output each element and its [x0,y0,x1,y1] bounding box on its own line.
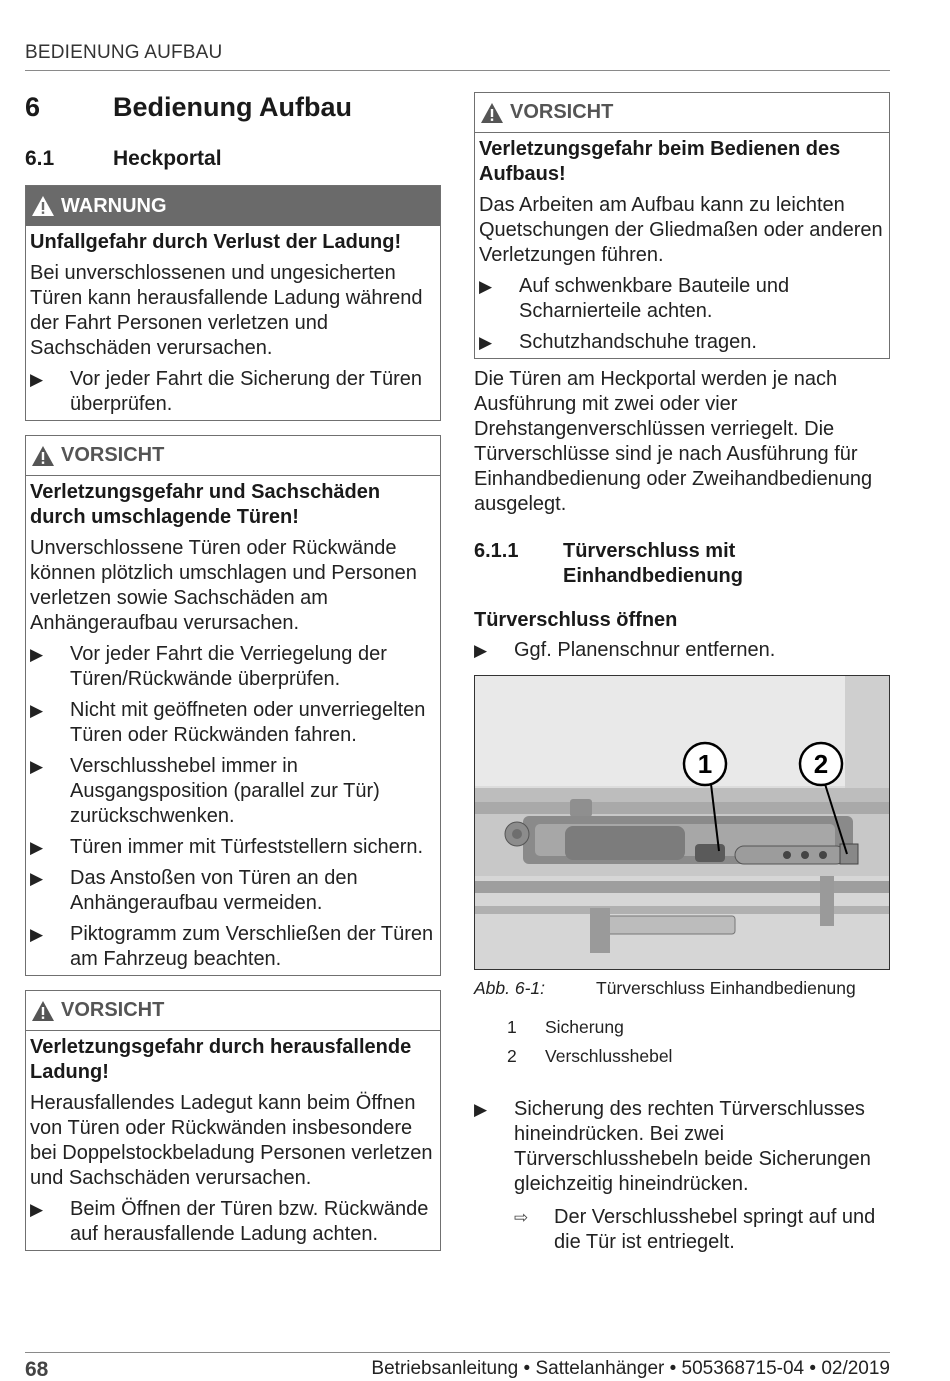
running-header: BEDIENUNG AUFBAU [25,42,223,63]
list-item: ▶ Auf schwenkbare Bauteile und Scharnierteile achten. [479,275,790,322]
triangle-right-icon: ▶ [479,277,493,296]
caution-steps [475,274,889,358]
section-heading [25,147,441,171]
triangle-right-icon: ▶ [479,333,493,352]
caution-body: Herausfallendes Ladegut kann beim Öffnen von Türen oder Rückwänden insbesondere bei Doppelstockbeladung Personen verletzen und Sachschäden verursachen. [30,1092,433,1189]
caution-label: VORSICHT [61,999,165,1021]
door-lock-photo [475,676,890,970]
figure-door-lock [474,675,890,970]
list-item: ▶ Türen immer mit Türfeststellern sichern. [30,836,424,858]
legend-item: 2 Verschlusshebel [507,1046,673,1066]
chapter-heading [25,92,441,123]
caution-label: VORSICHT [510,101,614,123]
hollow-arrow-icon: ⇨ [514,1208,529,1227]
caution-title: Verletzungsgefahr beim Bedienen des Aufbaus! [479,138,841,185]
warning-steps [26,367,440,420]
footer-rule [25,1352,890,1353]
callout-1: 1 [697,749,713,779]
warning-triangle-icon [31,1000,55,1022]
caution-box-operation [474,92,890,359]
warning-title: Unfallgefahr durch Verlust der Ladung! [30,231,402,253]
caution-body: Das Arbeiten am Aufbau kann zu leichten Quetschungen der Gliedmaßen oder anderen Verletzungen führen. [479,194,883,266]
callout-2: 2 [813,749,829,779]
list-item: ▶ Das Anstoßen von Türen an den Anhängeraufbau vermeiden. [30,867,358,914]
caution-title: Verletzungsgefahr durch herausfallende Ladung! [30,1036,412,1083]
header-rule [25,70,890,71]
triangle-right-icon: ▶ [30,1200,44,1219]
subsection-number: 6.1.1 [474,540,519,562]
list-item: ▶ Verschlusshebel immer in Ausgangsposition (parallel zur Tür) zurückschwenken. [30,755,380,827]
section-title: Heckportal [113,147,222,170]
procedure-step: ▶ Ggf. Planenschnur entfernen. [474,639,776,661]
list-item: ▶ Beim Öffnen der Türen bzw. Rückwände auf herausfallende Ladung achten. [30,1198,429,1245]
figure-legend [474,1013,890,1071]
warning-box [25,185,441,421]
list-item: ▶ Nicht mit geöffneten oder unverriegelten Türen oder Rückwänden fahren. [30,699,426,746]
figure-caption-text: Türverschluss Einhandbedienung [596,978,856,998]
caution-header [26,436,440,476]
procedure-result: ⇨ Der Verschlusshebel springt auf und die Tür ist entriegelt. [514,1206,876,1253]
caution-header [26,991,440,1031]
subsection-title: Türverschluss mit Einhandbedienung [563,540,743,587]
triangle-right-icon: ▶ [30,757,44,776]
triangle-right-icon: ▶ [30,370,44,389]
legend-item: 1 Sicherung [507,1017,624,1037]
triangle-right-icon: ▶ [30,869,44,888]
figure-label: Abb. 6-1: [474,978,546,998]
section-number: 6.1 [25,147,55,170]
caution-box-cargo [25,990,441,1251]
warning-triangle-icon [480,102,504,124]
figure-caption [474,978,890,999]
warning-triangle-icon [31,445,55,467]
triangle-right-icon: ▶ [30,645,44,664]
caution-title: Verletzungsgefahr und Sachschäden durch umschlagende Türen! [30,481,381,528]
triangle-right-icon: ▶ [30,838,44,857]
warning-triangle-icon [31,195,55,217]
caution-box-doors [25,435,441,976]
caution-steps [26,642,440,975]
list-item: ▶ Piktogramm zum Verschließen der Türen am Fahrzeug beachten. [30,923,434,970]
caution-header [475,93,889,133]
warning-header [26,186,440,226]
caution-label: VORSICHT [61,444,165,466]
triangle-right-icon: ▶ [30,925,44,944]
chapter-title: Bedienung Aufbau [113,92,352,122]
page-number: 68 [25,1358,49,1381]
warning-body: Bei unverschlossenen und ungesicherten Türen kann herausfallende Ladung während der Fahrt Personen verletzen und Sachschäden verursachen. [30,262,423,359]
triangle-right-icon: ▶ [474,641,488,660]
procedure-step: ▶ Sicherung des rechten Türverschlusses hineindrücken. Bei zwei Türverschlusshebeln beide Sicherungen gleichzeitig hineindrücken. [474,1098,871,1195]
right-column [474,92,890,1255]
list-item: ▶ Schutzhandschuhe tragen. [479,331,757,353]
caution-body: Unverschlossene Türen oder Rückwände können plötzlich umschlagen und Personen verletzen sowie Sachschäden am Anhängeraufbau verursachen. [30,537,417,634]
triangle-right-icon: ▶ [30,701,44,720]
triangle-right-icon: ▶ [474,1100,488,1119]
list-item: ▶ Vor jeder Fahrt die Verriegelung der Türen/Rückwände überprüfen. [30,643,387,690]
intro-paragraph: Die Türen am Heckportal werden je nach Ausführung mit zwei oder vier Drehstangenverschlüssen verriegelt. Die Türverschlüsse sind je nach Ausführung für Einhandbedienung oder Zweihandbedienung ausgelegt. [474,368,873,515]
left-column [25,88,441,1251]
warning-label: WARNUNG [61,194,167,217]
footer-document-info: Betriebsanleitung • Sattelanhänger • 505368715-04 • 02/2019 [371,1358,890,1379]
chapter-number: 6 [25,92,41,122]
procedure-heading: Türverschluss öffnen [474,609,678,631]
list-item: ▶ Vor jeder Fahrt die Sicherung der Türen überprüfen. [30,368,423,415]
caution-steps [26,1197,440,1250]
subsection-heading [474,539,890,589]
